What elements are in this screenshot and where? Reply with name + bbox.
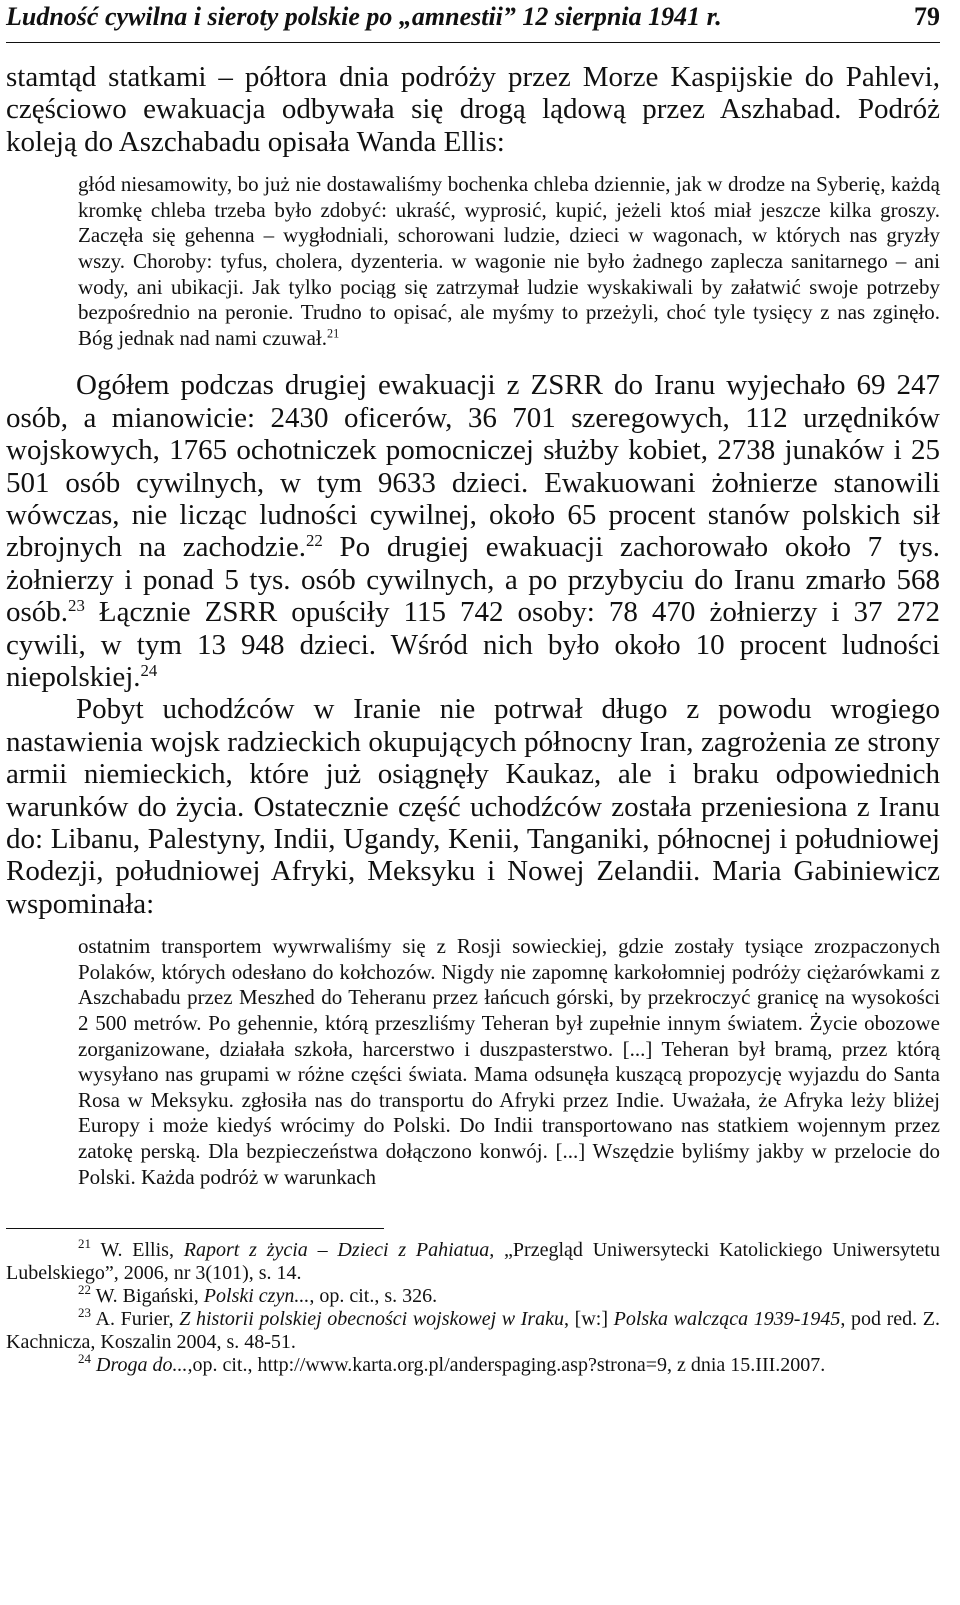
document-page [6,0,940,1377]
footnote-text: , pod red. Z. Kachnicza, Koszalin 2004, s. 48-51. [6,1308,940,1354]
paragraph-text: Łącznie ZSRR opuściły 115 742 osoby: 78 470 żołnierzy i 37 272 cywili, w tym 13 948 dzieci. Wśród nich było około 10 procent ludności niepolskiej. [6,596,940,694]
footnote-24 [6,1351,940,1377]
footnote-title: Polski czyn... [203,1285,310,1308]
page-number: 79 [914,2,940,31]
footnote-number: 23 [78,1305,91,1321]
paragraph-text: Ogółem podczas drugiej ewakuacji z ZSRR do Iranu wyjechało 69 247 osób, a mianowicie: 2430 oficerów, 36 701 szeregowych, 112 urzędników wojskowych, 1765 ochotniczek pomocniczej służby kobiet, 2738 junaków i 25 501 osób cywilnych, w tym 9633 dzieci. Ewakuowani żołnierze stanowili wówczas, nie licząc ludności cywilnej, około 65 procent stanów polskich sił zbrojnych na zachodzie. [6,369,940,564]
main-text-2 [6,369,940,920]
footnote-21 [6,1236,940,1285]
quote-text: głód niesamowity, bo już nie dostawaliśmy bochenka chleba dziennie, jak w drodze na Syberię, każdą kromkę chleba trzeba było zdobyć: ukraść, wyprosić, kupić, jeżeli ktoś miał jeszcze kilka groszy. Zaczęła się gehenna – wygłodniali, schorowani ludzie, dzieci w wagonach, w których nas gryzły wszy. Choroby: tyfus, cholera, dyzenteria. w wagonie nie było żadnego zaplecza sanitarnego – ani wody, ani ubikacji. Jak tylko pociąg się zatrzymał ludzie wyskakiwali by załatwić swoje potrzeby bezpośrednio na peronie. Trudno to opisać, ale myśmy to przeżyli, choć tyle tysięcy z nas zginęło. Bóg jednak nad nami czuwał. [78,172,940,350]
footnote-ref-21[interactable]: 21 [327,326,340,341]
footnote-title: Polska walcząca 1939-1945 [613,1308,841,1331]
footnote-ref-23[interactable]: 23 [68,596,85,616]
footnote-text: , [w:] [564,1308,614,1331]
footnote-number: 22 [78,1282,91,1298]
footnotes [6,1236,940,1377]
main-text [6,61,940,158]
footnote-separator [6,1228,384,1229]
footnote-number: 21 [78,1236,91,1252]
block-quote-gabiniewicz: ostatnim transportem wywrwaliśmy się z Rosji sowieckiej, gdzie zostały tysiące zrozpaczonych Polaków, których odesłano do kołchozów. Nigdy nie zapomnę karkołomniej podróży ciężarówkami z Aszchabadu przez Meszhed do Teheranu przez łańcuch górski, by przekroczyć granicę na wysokości 2 500 metrów. Po gehennie, którą przeszliśmy Teheran był zupełnie innym światem. Życie obozowe zorganizowane, działała szkoła, harcerstwo i duszpasterstwo. [...] Teheran był bramą, przez którą wysyłano nas grupami w różne części świata. Mama odsunęła kuszącą propozycję wyjazdu do Santa Rosa w Meksyku. zgłosiła nas do transportu do Afryki przez Indie. Uważała, że Afryka leży bliżej Europy i może kiedyś wrócimy do Polski. Do Indii transportowano nas statkiem wojennym przez zatokę perską. Dla bezpieczeństwa dołączono konwój. [...] Wszędzie byliśmy jakby w przelocie do Polski. Każda podróż w warunkach [78,934,940,1189]
footnote-text: W. Bigański, [91,1285,204,1308]
footnote-text: A. Furier, [91,1308,180,1331]
footnote-text: , op. cit., s. 326. [309,1285,438,1308]
footnote-title: Droga do..., [96,1354,193,1377]
footnote-text: W. Ellis, [91,1239,184,1262]
running-title: Ludność cywilna i sieroty polskie po „amnestii” 12 sierpnia 1941 r. [6,2,722,31]
footnote-23 [6,1305,940,1354]
footnote-22 [6,1282,940,1308]
block-quote-ellis [78,172,940,351]
footnote-number: 24 [78,1351,91,1367]
paragraph-iran: Pobyt uchodźców w Iranie nie potrwał długo z powodu wrogiego nastawienia wojsk radzieckich okupujących północny Iran, zagrożenia ze strony armii niemieckich, które już osiągnęły Kaukaz, ale i braku odpowiednich warunków do życia. Ostatecznie część uchodźców została przeniesiona z Iranu do: Libanu, Palestyny, Indii, Ugandy, Kenii, Tanganiki, północnej i południowej Rodezji, południowej Afryki, Meksyku i Nowej Zelandii. Maria Gabiniewicz wspominała: [6,693,940,920]
footnote-text: „Przegląd Uniwersytecki Katolickiego Uniwersytetu Lubelskiego”, 2006, nr 3(101), s. 14. [6,1239,940,1285]
footnote-ref-22[interactable]: 22 [305,531,323,551]
paragraph-text: Po drugiej ewakuacji zachorowało około 7 tys. żołnierzy i ponad 5 tys. osób cywilnych, a po przybyciu do Iranu zmarło 568 osób. [6,531,941,629]
footnote-title: Raport z życia – Dzieci z Pahiatua, [183,1239,495,1262]
paragraph-continued: stamtąd statkami – półtora dnia podróży przez Morze Kaspijskie do Pahlevi, częściowo ewakuacja odbywała się drogą lądową przez Aszhabad. Podróż koleją do Aszchabadu opisała Wanda Ellis: [6,61,940,158]
footnote-ref-24[interactable]: 24 [140,660,158,680]
footnote-title: Z historii polskiej obecności wojskowej w Iraku [179,1308,565,1331]
paragraph-evacuation-stats [6,369,940,693]
running-header [6,0,940,43]
footnote-text[interactable]: op. cit., http://www.karta.org.pl/anderspaging.asp?strona=9, z dnia 15.III.2007. [192,1354,826,1377]
